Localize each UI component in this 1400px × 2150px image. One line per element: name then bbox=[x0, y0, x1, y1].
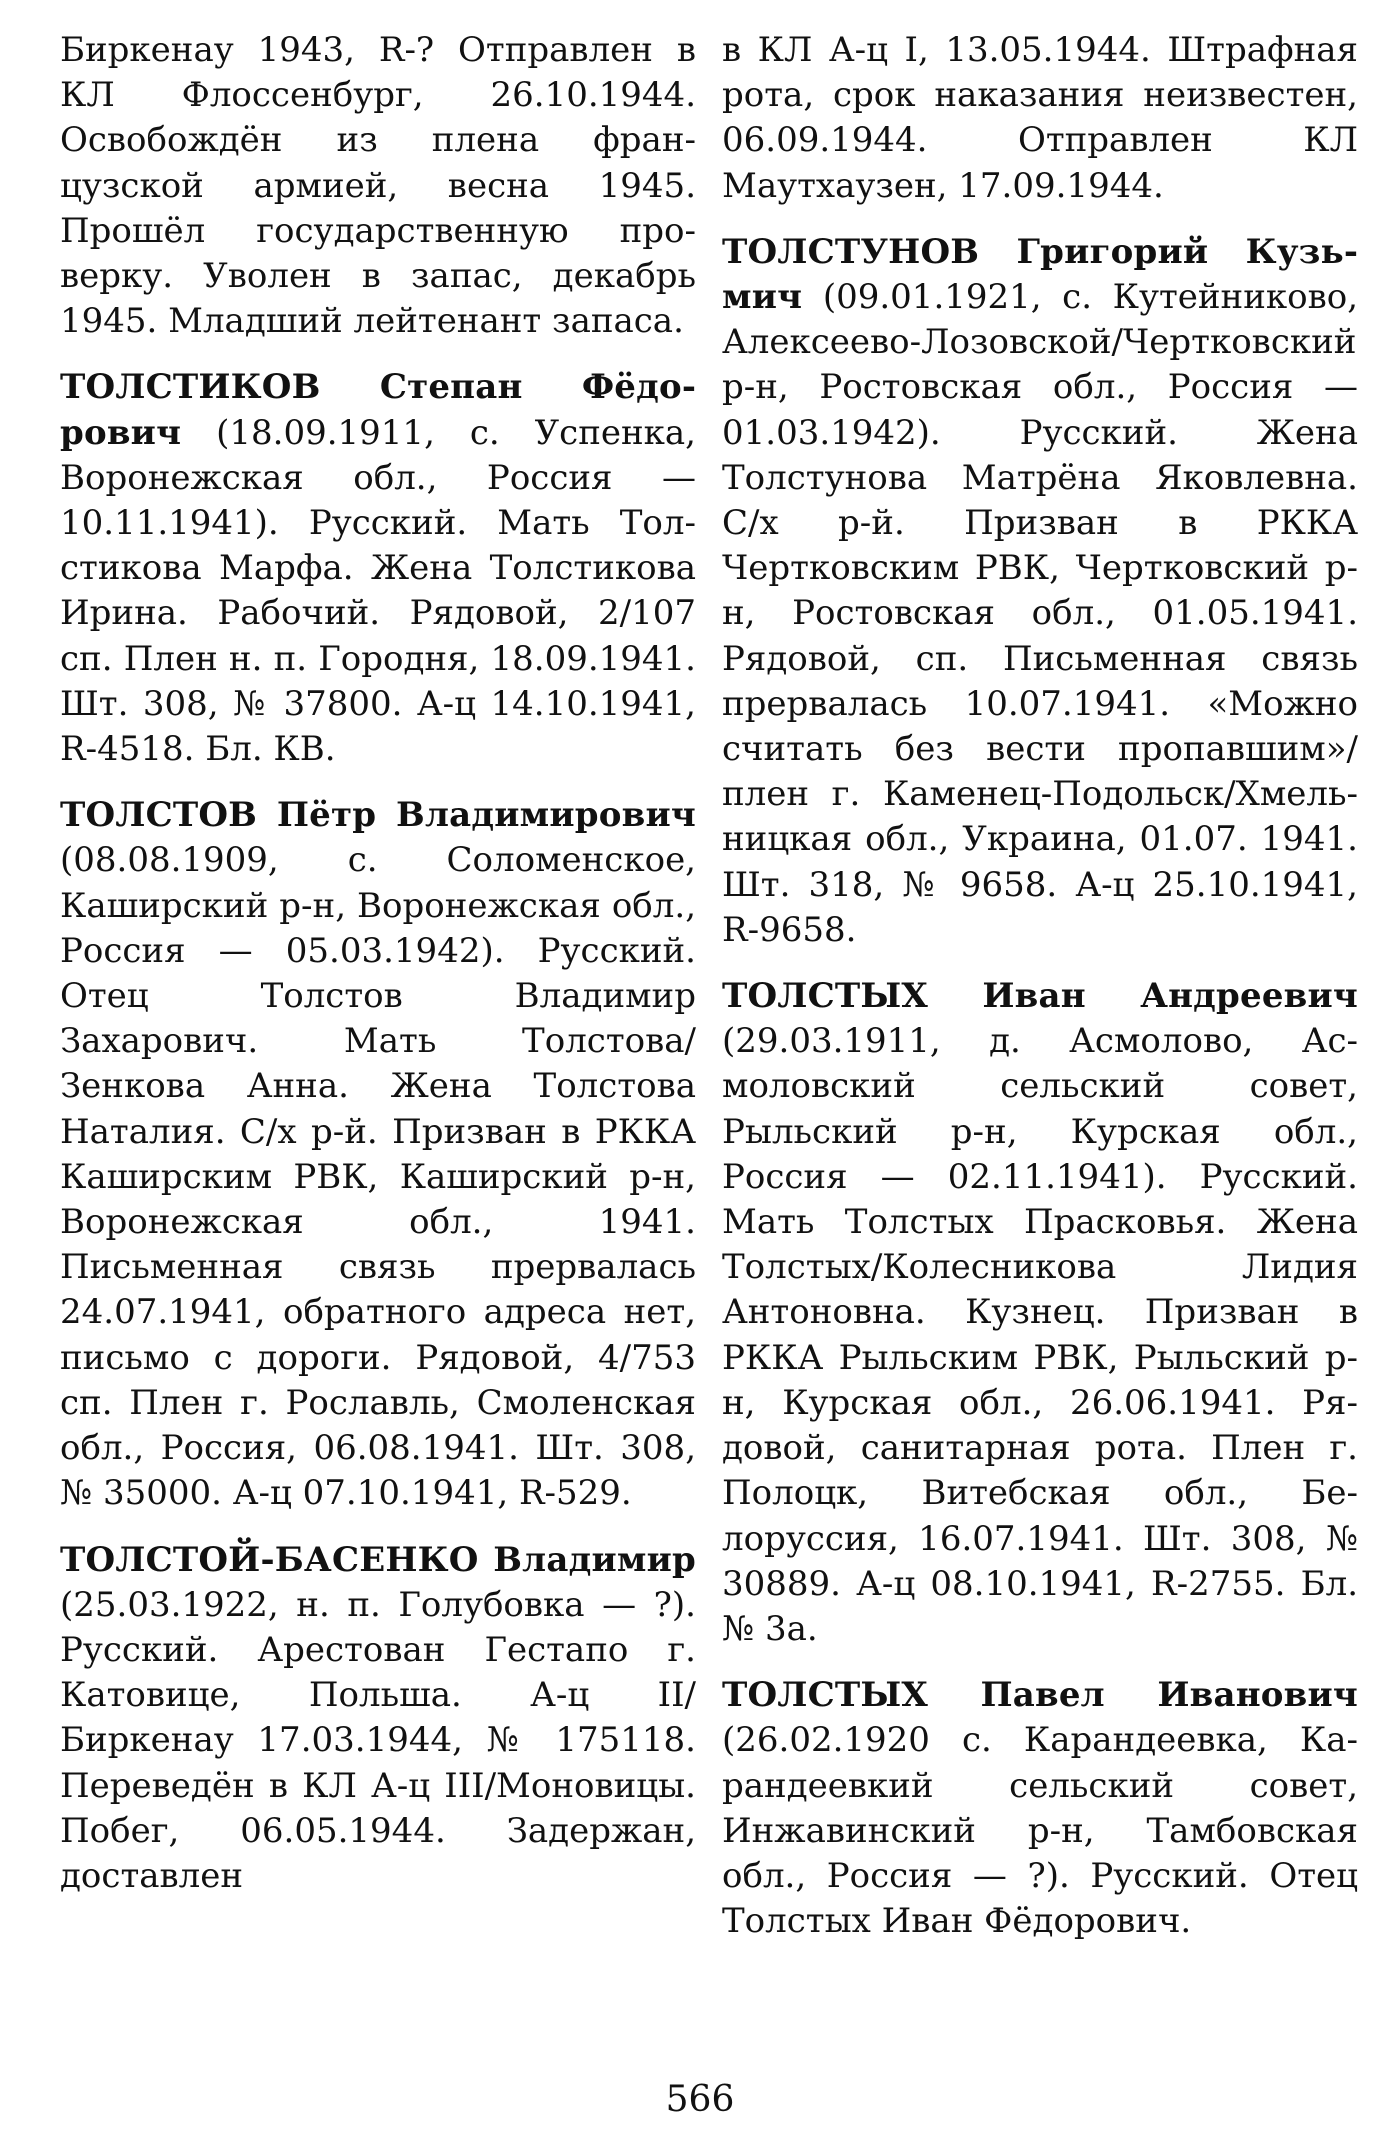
entry-name: ТОЛСТЫХ Павел Иванович bbox=[722, 1675, 1358, 1716]
entry-continuation bbox=[60, 28, 696, 344]
entry-text: в КЛ А-ц I, 13.05.1944. Штрафная рота, срок наказания неизвестен, 06.09.1944. Отправлен КЛ Маутхаузен, 17.09.1944. bbox=[722, 30, 1358, 206]
entry-text: (18.09.1911, с. Успенка, Воронежская обл., Россия — 10.11.1941). Русский. Мать Толстикова Марфа. Жена Толстикова Ирина. Рабочий. Рядовой, 2/107 сп. Плен н. п. Городня, 18.09.1941. Шт. 308, № 37800. А-ц 14.10.1941, R-4518. Бл. КВ. bbox=[60, 412, 696, 770]
entry bbox=[60, 793, 696, 1516]
entry-continuation bbox=[722, 28, 1358, 209]
left-column bbox=[60, 28, 696, 1920]
entry bbox=[722, 230, 1358, 953]
entry-text: (29.03.1911, д. Асмолово, Асмоловский сельский совет, Рыльский р-н, Курская обл., Россия — 02.11.1941). Русский. Мать Толстых Прасковья. Жена Толстых/Колесникова Лидия Антоновна. Кузнец. Призван в РККА Рыльским РВК, Рыльский р-н, Курская обл., 26.06.1941. Рядовой, санитарная рота. Плен г. Полоцк, Витебская обл., Белоруссия, 16.07.1941. Шт. 308, № 30889. А-ц 08.10.1941, R-2755. Бл. № 3а. bbox=[722, 1021, 1358, 1649]
entry bbox=[60, 365, 696, 772]
entry-name: ТОЛСТОЙ-БАСЕНКО Владимир bbox=[60, 1539, 696, 1580]
entry-name: ТОЛСТЫХ Иван Андреевич bbox=[722, 976, 1358, 1017]
entry-text: (25.03.1922, н. п. Голубовка — ?). Русский. Арестован Гестапо г. Катовице, Польша. А-ц II/Биркенау 17.03.1944, № 175118. Переведён в КЛ А-ц III/Моновицы. Побег, 06.05.1944. Задержан, доставлен bbox=[60, 1584, 696, 1896]
entry-name: ТОЛСТОВ Пётр Владимирович bbox=[60, 795, 696, 836]
entry-text: (26.02.1920 с. Карандеевка, Карандеевкий сельский совет, Инжавинский р-н, Тамбовская обл., Россия — ?). Русский. Отец Толстых Иван Фёдорович. bbox=[722, 1720, 1358, 1942]
entry-name: ТОЛСТИКОВ Степан Фёдорович bbox=[60, 367, 696, 453]
right-column bbox=[722, 28, 1358, 1965]
entry-text: Биркенау 1943, R-? Отправлен в КЛ Флоссенбург, 26.10.1944. Освобождён из плена французской армией, весна 1945. Прошёл государственную проверку. Уволен в запас, декабрь 1945. Младший лейтенант запаса. bbox=[60, 30, 696, 342]
entry bbox=[60, 1538, 696, 1900]
entry-name: ТОЛСТУНОВ Григорий Кузьмич bbox=[722, 231, 1358, 318]
entry bbox=[722, 1673, 1358, 1944]
entry-text: (09.01.1921, с. Кутейниково, Алексеево-Лозовской/Чертковский р-н, Ростовская обл., Россия — 01.03.1942). Русский. Жена Толстунова Матрёна Яковлевна. С/х р-й. Призван в РККА Чертковским РВК, Чертковский р-н, Ростовская обл., 01.05.1941. Рядовой, сп. Письменная связь прервалась 10.07.1941. «Можно считать без вести пропавшим»/плен г. Каменец-Подольск/Хмельницкая обл., Украина, 01.07. 1941. Шт. 318, № 9658. А-ц 25.10.1941, R-9658. bbox=[722, 277, 1358, 950]
entry bbox=[722, 974, 1358, 1652]
page-number: 566 bbox=[665, 2079, 735, 2120]
entry-text: (08.08.1909, с. Соломенское, Каширский р-н, Воронежская обл., Россия — 05.03.1942). Русский. Отец Толстов Владимир Захарович. Мать Толстова/ Зенкова Анна. Жена Толстова Наталия. С/х р-й. Призван в РККА Каширским РВК, Каширский р-н, Воронежская обл., 1941. Письменная связь прервалась 24.07.1941, обратного адреса нет, письмо с дороги. Рядовой, 4/753 сп. Плен г. Рославль, Смоленская обл., Россия, 06.08.1941. Шт. 308, № 35000. А-ц 07.10.1941, R-529. bbox=[60, 840, 696, 1514]
